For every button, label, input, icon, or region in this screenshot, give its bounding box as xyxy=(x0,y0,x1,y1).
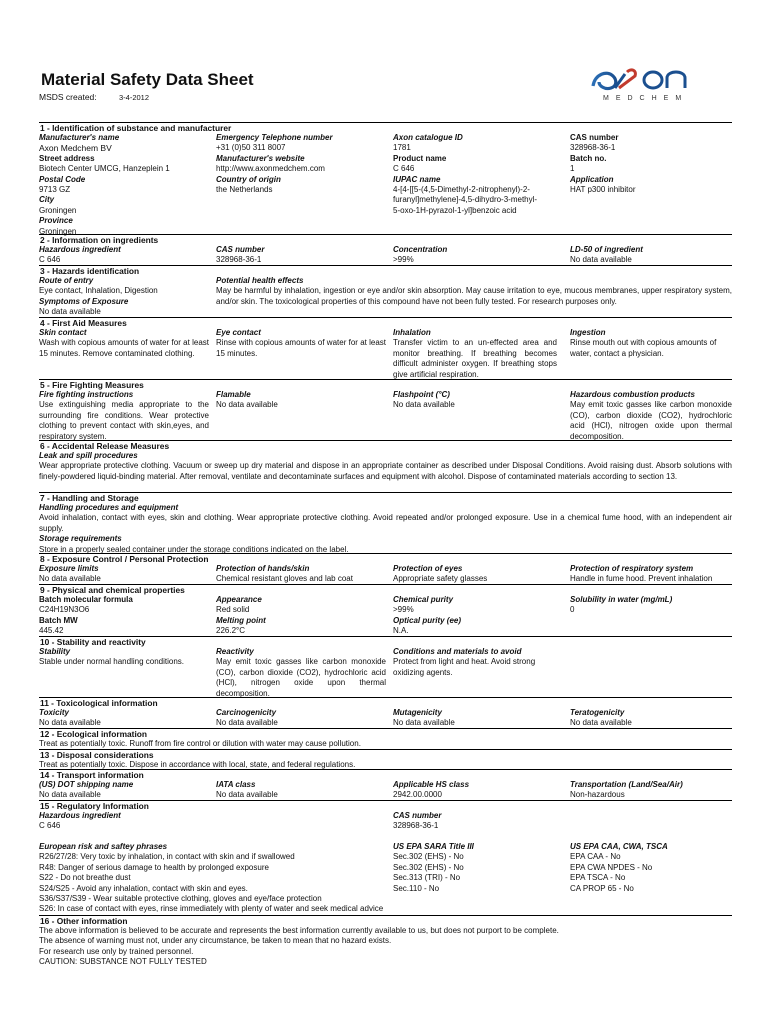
inhalation-value: Transfer victim to an un-effected area and monitor breathing. If breathing becomes difficult administer oxygen. If breathing stops give artificial respiration. xyxy=(393,338,557,379)
mw-value: 445.42 xyxy=(39,626,64,636)
section-heading: 12 - Ecological information xyxy=(39,728,732,739)
field-label: Protection of hands/skin xyxy=(216,564,310,573)
field-label: Postal Code xyxy=(39,174,86,184)
concentration-value: >99% xyxy=(393,255,414,265)
field-label: Batch no. xyxy=(570,153,607,163)
field-label: Application xyxy=(570,174,614,184)
field-label: Chemical purity xyxy=(393,595,454,604)
eyes-value: Appropriate safety glasses xyxy=(393,574,488,584)
section-heading: 1 - Identification of substance and manufacturer xyxy=(39,122,732,133)
field-label: Conditions and materials to avoid xyxy=(393,647,522,656)
field-label: Applicable HS class xyxy=(393,780,470,789)
dot-value: No data available xyxy=(39,790,101,800)
symptoms-value: No data available xyxy=(39,307,101,317)
other-info-line: The absence of warning must not, under any circumstance, be taken to mean that no hazard exists. xyxy=(39,936,392,946)
flashpoint-value: No data available xyxy=(393,400,455,410)
iupac-line: 4-[4-[[5-(4,5-Dimethyl-2-nitrophenyl)-2- xyxy=(393,185,530,195)
route-value: Eye contact, Inhalation, Digestion xyxy=(39,286,158,296)
solubility-value: 0 xyxy=(570,605,575,615)
field-label: Eye contact xyxy=(216,328,261,337)
field-label: Street address xyxy=(39,153,95,163)
teratogenicity-value: No data available xyxy=(570,718,632,728)
phone-value: +31 (0)50 311 8007 xyxy=(216,143,286,153)
melting-value: 226.2°C xyxy=(216,626,245,636)
product-value: C 646 xyxy=(393,164,415,174)
transport-value: Non-hazardous xyxy=(570,790,625,800)
section-2 xyxy=(39,234,732,265)
iupac-line: furanyl]methylene]-4,5-dihydro-3-methyl- xyxy=(393,195,538,205)
section-6 xyxy=(39,440,732,482)
field-label: Appearance xyxy=(216,595,262,604)
field-label: Leak and spill procedures xyxy=(39,451,138,460)
field-label: Teratogenicity xyxy=(570,708,625,717)
msds-page xyxy=(39,0,732,1024)
iata-value: No data available xyxy=(216,790,278,800)
section-3 xyxy=(39,265,732,317)
section-heading: 7 - Handling and Storage xyxy=(39,492,732,503)
section-heading: 3 - Hazards identification xyxy=(39,265,732,276)
postal-value: 9713 GZ xyxy=(39,185,71,195)
section-13 xyxy=(39,749,732,770)
field-label: Route of entry xyxy=(39,276,94,285)
cas-value: 328968-36-1 xyxy=(570,143,616,153)
field-label: Flashpoint (°C) xyxy=(393,390,450,399)
cas-value: 328968-36-1 xyxy=(393,821,439,831)
section-heading: 10 - Stability and reactivity xyxy=(39,636,732,647)
section-heading: 11 - Toxicological information xyxy=(39,697,732,708)
website-link[interactable]: http://www.axonmedchem.com xyxy=(216,164,325,174)
handling-value: Avoid inhalation, contact with eyes, skin and clothing. Wear appropriate protective clothing. Avoid repeated and/or prolonged exposure. Use in a chemical fume hood, with an independent air supply. xyxy=(39,513,732,533)
field-label: Batch MW xyxy=(39,615,78,625)
field-label: CAS number xyxy=(393,811,442,820)
section-14 xyxy=(39,769,732,800)
field-label: Hazardous ingredient xyxy=(39,245,121,254)
respiratory-value: Handle in fume hood. Prevent inhalation xyxy=(570,574,713,584)
field-label: Product name xyxy=(393,153,447,163)
field-label: Stability xyxy=(39,647,71,656)
field-label: Transportation (Land/Sea/Air) xyxy=(570,780,683,789)
field-label: CAS number xyxy=(216,245,265,254)
batch-value: 1 xyxy=(570,164,575,174)
cas-value: 328968-36-1 xyxy=(216,255,262,265)
ld50-value: No data available xyxy=(570,255,632,265)
field-label: Carcinogenicity xyxy=(216,708,277,717)
stability-value: Stable under normal handling conditions. xyxy=(39,657,184,667)
purity-value: >99% xyxy=(393,605,414,615)
section-heading: 4 - First Aid Measures xyxy=(39,317,732,328)
section-10 xyxy=(39,636,732,698)
field-label: IUPAC name xyxy=(393,174,441,184)
field-label: Toxicity xyxy=(39,708,69,717)
optical-value: N.A. xyxy=(393,626,409,636)
other-info-line: CAUTION: SUBSTANCE NOT FULLY TESTED xyxy=(39,957,207,967)
eye-value: Rinse with copious amounts of water for at least 15 minutes. xyxy=(216,338,386,358)
storage-value: Store in a properly sealed container under the storage conditions indicated on the label. xyxy=(39,544,349,554)
field-label: Manufacturer's name xyxy=(39,133,120,142)
field-label: Reactivity xyxy=(216,647,254,656)
section-heading: 16 - Other information xyxy=(39,915,732,926)
field-label: Mutagenicity xyxy=(393,708,442,717)
field-label: (US) DOT shipping name xyxy=(39,780,134,789)
section-heading: 5 - Fire Fighting Measures xyxy=(39,379,732,390)
ingredient-value: C 646 xyxy=(39,255,61,265)
city-value: Groningen xyxy=(39,205,77,215)
section-8 xyxy=(39,553,732,584)
field-label: City xyxy=(39,195,55,205)
limits-value: No data available xyxy=(39,574,101,584)
section-heading: 6 - Accidental Release Measures xyxy=(39,440,732,451)
field-label: Province xyxy=(39,216,73,226)
caa-line: EPA CWA NPDES - No xyxy=(570,862,653,872)
field-label: Melting point xyxy=(216,615,266,625)
phrase-line: S24/S25 - Avoid any inhalation, contact with skin and eyes. xyxy=(39,883,248,893)
field-label: Optical purity (ee) xyxy=(393,615,462,625)
hs-value: 2942.00.0000 xyxy=(393,790,442,800)
section-15 xyxy=(39,800,732,914)
carcinogenicity-value: No data available xyxy=(216,718,278,728)
section-5 xyxy=(39,379,732,441)
hands-value: Chemical resistant gloves and lab coat xyxy=(216,574,353,584)
axon-logo xyxy=(589,62,699,107)
origin-value: the Netherlands xyxy=(216,185,273,195)
combustion-value: May emit toxic gasses like carbon monoxide (CO), carbon dioxide (CO2), hydrochloric acid (HCl), nitrogen oxide upon thermal decomposition. xyxy=(570,400,732,441)
field-label: Emergency Telephone number xyxy=(216,133,333,142)
other-info-line: For research use only by trained personnel. xyxy=(39,946,194,956)
phrase-line: R26/27/28: Very toxic by inhalation, in contact with skin and if swallowed xyxy=(39,852,295,862)
instructions-value: Use extinguishing media appropriate to the surrounding fire conditions. Wear protective clothing to prevent contact with skin,eyes, and respiratory system. xyxy=(39,400,209,441)
formula-value: C24H19N3O6 xyxy=(39,605,90,615)
ingestion-value: Rinse mouth out with copious amounts of water, contact a physician. xyxy=(570,338,717,358)
disposal-value: Treat as potentially toxic. Dispose in accordance with local, state, and federal regulations. xyxy=(39,760,356,769)
section-heading: 2 - Information on ingredients xyxy=(39,234,732,245)
field-label: Hazardous ingredient xyxy=(39,811,121,820)
created-label: MSDS created: xyxy=(39,92,97,102)
manufacturer-value: Axon Medchem BV xyxy=(39,143,112,154)
sara-line: Sec.302 (EHS) - No xyxy=(393,862,464,872)
catalogue-value: 1781 xyxy=(393,143,411,153)
sara-line: Sec.313 (TRI) - No xyxy=(393,873,461,883)
caa-line: EPA CAA - No xyxy=(570,852,621,862)
toxicity-value: No data available xyxy=(39,718,101,728)
field-label: Flamable xyxy=(216,390,251,399)
section-4 xyxy=(39,317,732,379)
section-1 xyxy=(39,122,732,236)
field-label: Country of origin xyxy=(216,174,281,184)
field-label: Storage requirements xyxy=(39,534,122,544)
appearance-value: Red solid xyxy=(216,605,250,615)
field-label: European risk and saftey phrases xyxy=(39,842,168,851)
sara-line: Sec.302 (EHS) - No xyxy=(393,852,464,862)
section-heading: 13 - Disposal considerations xyxy=(39,749,732,760)
section-heading: 15 - Regulatory Information xyxy=(39,800,732,811)
phrase-line: S36/S37/S39 - Wear suitable protective clothing, gloves and eye/face protection xyxy=(39,894,322,904)
field-label: Hazardous combustion products xyxy=(570,390,695,399)
field-label: Ingestion xyxy=(570,328,606,337)
field-label: Axon catalogue ID xyxy=(393,133,463,142)
field-label: Protection of eyes xyxy=(393,564,463,573)
phrase-line: S22 - Do not breathe dust xyxy=(39,873,131,883)
field-label: Inhalation xyxy=(393,328,431,337)
field-label: Batch molecular formula xyxy=(39,595,133,604)
application-value: HAT p300 inhibitor xyxy=(570,185,636,195)
field-label: LD-50 of ingredient xyxy=(570,245,643,254)
caa-line: CA PROP 65 - No xyxy=(570,883,634,893)
field-label: Potential health effects xyxy=(216,276,304,285)
field-label: Symptoms of Exposure xyxy=(39,296,129,306)
document-title: Material Safety Data Sheet xyxy=(41,70,254,89)
province-value: Groningen xyxy=(39,226,77,236)
axon-logo-mark xyxy=(589,62,699,94)
field-label: Skin contact xyxy=(39,328,87,337)
section-heading: 8 - Exposure Control / Personal Protection xyxy=(39,553,732,564)
field-label: Solubility in water (mg/mL) xyxy=(570,595,673,604)
sara-line: Sec.110 - No xyxy=(393,883,440,893)
section-11 xyxy=(39,697,732,728)
phrase-line: S26: In case of contact with eyes, rinse immediately with plenty of water and seek medical advice xyxy=(39,904,384,914)
section-9 xyxy=(39,584,732,636)
field-label: Exposure limits xyxy=(39,564,99,573)
field-label: Handling procedures and equipment xyxy=(39,503,179,512)
logo-subtext: MEDCHEM xyxy=(603,95,689,102)
ingredient-value: C 646 xyxy=(39,821,61,831)
section-7 xyxy=(39,492,732,555)
field-label: US EPA SARA Title III xyxy=(393,842,474,851)
field-label: CAS number xyxy=(570,133,619,142)
section-heading: 14 - Transport information xyxy=(39,769,732,780)
flamable-value: No data available xyxy=(216,400,278,410)
created-date: 3-4-2012 xyxy=(119,93,150,102)
section-12 xyxy=(39,728,732,749)
section-heading: 9 - Physical and chemical properties xyxy=(39,584,732,595)
field-label: IATA class xyxy=(216,780,256,789)
phrase-line: R48: Danger of serious damage to health by prolonged exposure xyxy=(39,862,269,872)
avoid-value: Protect from light and heat. Avoid strong oxidizing agents. xyxy=(393,657,536,677)
skin-value: Wash with copious amounts of water for at least 15 minutes. Remove contaminated clothing. xyxy=(39,338,209,358)
field-label: US EPA CAA, CWA, TSCA xyxy=(570,842,668,851)
effects-value: May be harmful by inhalation, ingestion or eye and/or skin absorption. May cause irritation to eye, mucous membranes, upper respiratory system, and/or skin. The toxicological properties of this compound have not been fully tested. For research purposes only. xyxy=(216,286,732,306)
section-16 xyxy=(39,915,732,968)
created-row xyxy=(39,92,149,102)
leak-value: Wear appropriate protective clothing. Vacuum or sweep up dry material and dispose in an appropriate container as described under Disposal Conditions. Avoid raising dust. Absorb solutions with finely-powdered liquid-binding material. After removal, ventilate and decontaminate surfaces and equipment with alcohol. Dispose of contaminated materials according to section 13. xyxy=(39,461,732,481)
ecological-value: Treat as potentially toxic. Runoff from fire control or dilution with water may cause pollution. xyxy=(39,739,361,748)
street-value: Biotech Center UMCG, Hanzeplein 1 xyxy=(39,164,170,174)
caa-line: EPA TSCA - No xyxy=(570,873,626,883)
field-label: Concentration xyxy=(393,245,448,254)
field-label: Protection of respiratory system xyxy=(570,564,694,573)
mutagenicity-value: No data available xyxy=(393,718,455,728)
field-label: Fire fighting instructions xyxy=(39,390,134,399)
other-info-line: The above information is believed to be accurate and represents the best information currently available to us, but does not purport to be complete. xyxy=(39,926,559,935)
reactivity-value: May emit toxic gasses like carbon monoxide (CO), carbon dioxide (CO2), hydrochloric acid (HCl), nitrogen oxide upon thermal decomposition. xyxy=(216,657,386,698)
field-label: Manufacturer's website xyxy=(216,153,305,163)
iupac-line: 5-oxo-1H-pyrazol-1-yl]benzoic acid xyxy=(393,205,517,215)
